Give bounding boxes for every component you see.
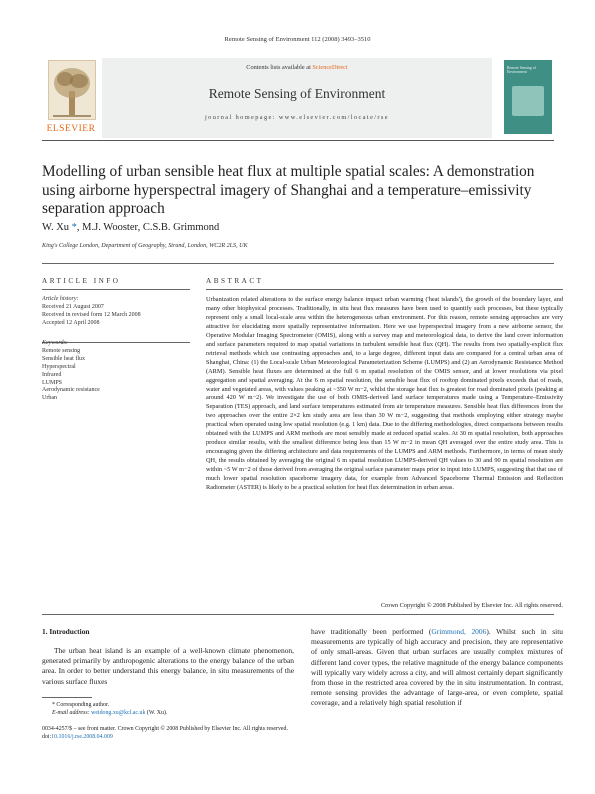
keywords: [42, 340, 192, 403]
keyword: Urban: [42, 395, 57, 402]
doi-link[interactable]: 10.1016/j.rse.2008.04.009: [51, 734, 113, 740]
section-heading-introduction: 1. Introduction: [42, 627, 90, 636]
divider: [206, 289, 563, 290]
corresponding-author-link[interactable]: *: [69, 222, 77, 233]
doi-line: doi:10.1016/j.rse.2008.04.009: [42, 734, 113, 740]
journal-citation: Remote Sensing of Environment 112 (2008) 3493–3510: [224, 36, 371, 43]
keyword: Sensible heat flux: [42, 355, 85, 362]
sciencedirect-link[interactable]: ScienceDirect: [312, 64, 348, 71]
revised-date: Received in revised form 12 March 2008: [42, 311, 141, 318]
publisher-name: ELSEVIER: [46, 124, 96, 134]
history-label: Article history:: [42, 296, 79, 302]
email-link[interactable]: weidong.xu@kcl.ac.uk: [91, 709, 146, 716]
journal-banner: [102, 58, 492, 138]
col2-rest: ). Whilst such in situ measurements are typically of high accuracy and precision, they are representative of only small-areas. Given that urban surfaces are usually complex mixtures of different land cover types, the relative magnitude of the energy balance components will typically vary widely across a city, and will almost certainly depart significantly from those in the restricted area covered by the in situ instrumentation. In contrast, remote sensing provides the advantage of large-area, or even complete, spatial coverage, and a relatively high spatial resolution if: [311, 627, 563, 708]
cover-image: [512, 86, 544, 116]
footnote-corresponding: [52, 702, 292, 717]
abstract-copyright: Crown Copyright © 2008 Published by Elsevier Inc. All rights reserved.: [380, 602, 563, 609]
journal-name: Remote Sensing of Environment: [208, 86, 386, 101]
elsevier-tree-icon: [48, 60, 96, 120]
cover-title: Remote Sensing of Environment: [507, 66, 536, 75]
authors-rest: , M.J. Wooster, C.S.B. Grimmond: [76, 222, 220, 233]
homepage-prefix: journal homepage:: [205, 114, 279, 121]
divider: [42, 263, 554, 264]
citation-link[interactable]: Grimmond, 2006: [431, 627, 487, 636]
publisher-logo[interactable]: [42, 58, 100, 138]
keyword: Infrared: [42, 371, 62, 378]
received-date: Received 21 August 2007: [42, 303, 104, 310]
authors: [42, 222, 219, 233]
keyword: LUMPS: [42, 379, 63, 386]
author-first: W. Xu: [42, 222, 70, 233]
col2-prefix: have traditionally been performed (: [311, 627, 432, 636]
issn-line: 0034-4257/$ – see front matter. Crown Copyright © 2008 Published by Elsevier Inc. All rights reserved.: [42, 726, 288, 732]
homepage-link[interactable]: www.elsevier.com/locate/rse: [278, 114, 389, 121]
contents-line: [102, 64, 492, 71]
keyword: Remote sensing: [42, 347, 81, 354]
divider: [42, 614, 554, 615]
abstract-heading: ABSTRACT: [206, 277, 264, 285]
keywords-label: Keywords:: [42, 340, 68, 346]
article-title: Modelling of urban sensible heat flux at multiple spatial scales: A demonstration using airborne hyperspectral imagery of Shanghai and a temperature–emissivity separation approach: [42, 163, 535, 217]
keyword: Hyperspectral: [42, 363, 76, 370]
keyword: Aerodynamic resistance: [42, 387, 100, 394]
footnote-divider: [42, 697, 92, 698]
corresponding-author-note: * Corresponding author.: [52, 702, 110, 708]
accepted-date: Accepted 12 April 2008: [42, 319, 100, 326]
masthead: [42, 58, 554, 141]
email-line: E-mail address: weidong.xu@kcl.ac.uk (W. Xu).: [52, 709, 168, 716]
contents-prefix: Contents lists available at: [246, 64, 313, 71]
divider: [42, 289, 190, 290]
journal-cover[interactable]: [504, 60, 552, 134]
journal-homepage: [102, 114, 492, 121]
affiliation: King's College London, Department of Geography, Strand, London, WC2R 2LS, UK: [42, 243, 248, 249]
abstract-text: Urbanization related alterations to the surface energy balance impact urban warming ('heat islands'), the growth of the boundary layer, and many other biophysical processes. Traditionally, in situ heat flux measures have been used to quantify such processes, but these typically represent only a small local-scale area within the heterogeneous urban environment. For this reason, remote sensing approaches are very attractive for elucidating more spatially representative information. Here we use hyperspectral imagery from a new airborne sensor, the Operative Modular Imaging Spectrometer (OMIS), along with a survey map and meteorological data, to derive the land cover information and surface parameters required to map spatial variations in turbulent sensible heat flux (QH). The results from two spatially-explicit flux retrieval methods which use contrasting approaches and, to a large degree, different input data are compared for a central urban area of Shanghai, China: (1) the Local-scale Urban Meteorological Parameterization Scheme (LUMPS) and (2) an Aerodynamic Resistance Method (ARM). Sensible heat fluxes are determined at the full 6 m spatial resolution of the OMIS sensor, and at lower resolutions via pixel aggregation and spatial averaging. At the 6 m spatial resolution, the sensible heat flux of rooftop dominated pixels exceeds that of roads, water and vegetated areas, with values peaking at ~350 W m−2, whilst the storage heat flux is greatest for road dominated pixels (peaking at around 420 W m−2). We investigate the use of both OMIS-derived land surface temperatures made using a Temperature–Emissivity Separation (TES) approach, and land surface temperatures estimated from air temperature measures. Sensible heat flux differences from the two approaches over the entire 2×2 km study area are less than 30 W m−2, suggesting that methods employing either strategy maybe practical when operated using low spatial resolution (e.g. 1 km) data. Due to the differing methodologies, direct comparisons between results obtained with the LUMPS and ARM methods are most sensibly made at reduced spatial scales. At 30 m spatial resolution, both approaches produce similar results, with the smallest difference being less than 15 W m−2 in mean QH averaged over the entire study area. This is encouraging given the differing architecture and data requirements of the LUMPS and ARM methods. Furthermore, in terms of mean study QH, the results obtained by averaging the original 6 m spatial resolution LUMPS-derived QH values to 30 and 90 m spatial resolution are within ~5 W m−2 of those derived from averaging the original surface parameter maps prior to input into LUMPS, suggesting that that use of much lower spatial resolution spaceborne imagery data, for example from Advanced Spaceborne Thermal Emission and Reflection Radiometer (ASTER) is likely to be a practical solution for heat flux determination in urban areas.: [206, 296, 563, 492]
body-column-right: [311, 627, 563, 709]
article-history: [42, 296, 192, 328]
body-column-left: The urban heat island is an example of a well-known climate phenomenon, generated primarily by anthropogenic alterations to the energy balance of the urban area. In order to better understand this energy balance, in situ measurements of the various surface fluxes: [42, 646, 294, 686]
article-info-heading: ARTICLE INFO: [42, 277, 121, 285]
